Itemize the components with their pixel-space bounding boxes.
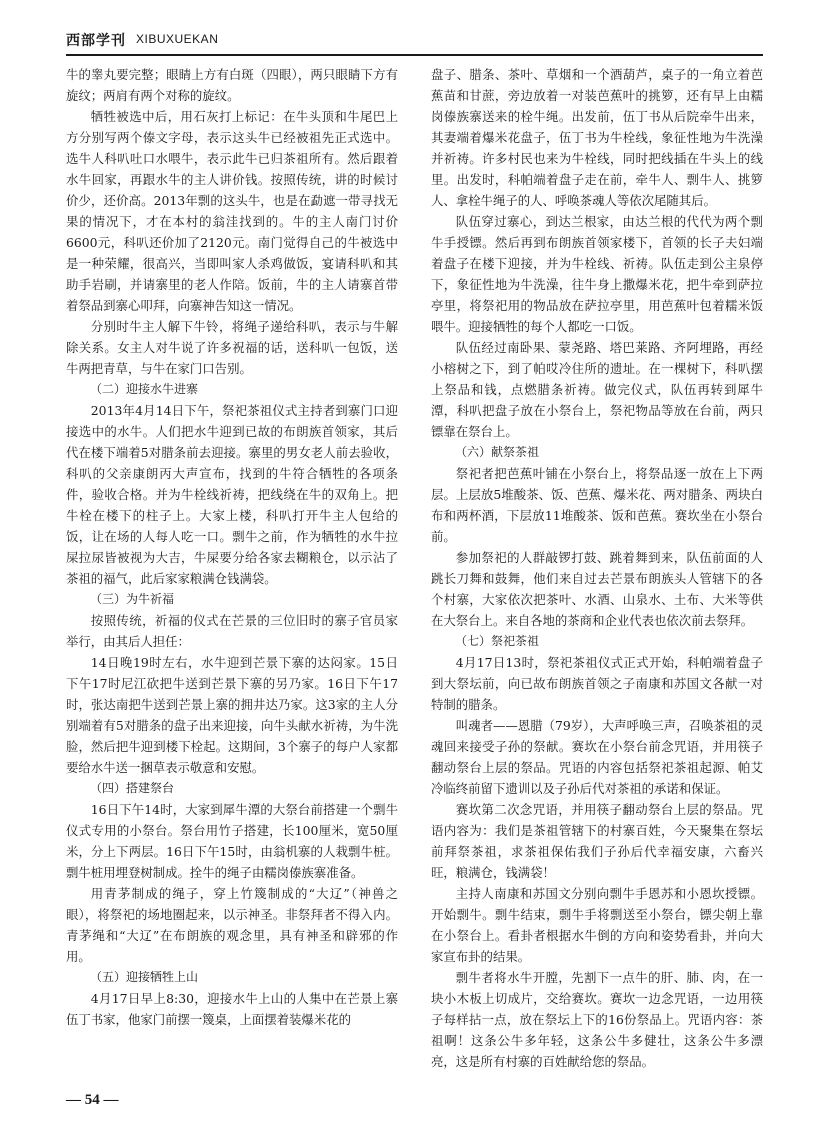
paragraph: 叫魂者——恩腊（79岁），大声呼唤三声，召唤茶祖的灵魂回来接受子孙的祭献。赛坎在小祭台前念咒语，并用筷子翻动祭台上层的祭品。咒语的内容包括祭祀茶祖起源、帕艾冷临终前留下遗训以及子孙后代对茶祖的承诺和保证。 — [431, 718, 763, 796]
paragraph: 2013年4月14日下午，祭祀茶祖仪式主持者到寨门口迎接选中的水牛。人们把水牛迎到已故的布朗族首领家，其后代在楼下端着5对腊条前去迎接。寨里的男女老人前去验收，科叭的父亲康朗丙大声宣布，找到的牛符合牺牲的各项条件，验收合格。并为牛栓线祈祷，把线绕在牛的双角上。把牛栓在楼下的柱子上。大家上楼，科叭打开牛主人包给的饭，让在场的人每人吃一口。剽牛之前，作为牺牲的水牛拉屎拉尿皆被视为大吉，牛屎要分给各家去糊粮仓，以示沾了茶祖的福气，此后家家粮满仓钱满袋。 — [66, 403, 398, 586]
section-heading: （五）迎接牺牲上山 — [90, 970, 199, 984]
section-heading: （四）搭建祭台 — [90, 781, 175, 795]
paragraph: 4月17日早上8:30，迎接水牛上山的人集中在芒景上寨伍丁书家，他家门前摆一篾桌，上面摆着装爆米花的 — [66, 991, 398, 1027]
journal-pinyin: XIBUXUEKAN — [136, 32, 219, 46]
paragraph: 剽牛者将水牛开膛，先割下一点牛的肝、肺、肉，在一块小木板上切成片，交给赛坎。赛坎一边念咒语，一边用筷子每样拈一点，放在祭坛上下的16份祭品上。咒语内容：茶祖啊！这条公牛多年轻，这条公牛多健壮，这条公牛多漂亮，这是所有村寨的百姓献给您的祭品。 — [431, 970, 763, 1069]
page-number: — 54 — — [66, 1092, 119, 1108]
paragraph: 赛坎第二次念咒语，并用筷子翻动祭台上层的祭品。咒语内容为：我们是茶祖管辖下的村寨百姓，今天聚集在祭坛前拜祭茶祖，求茶祖保佑我们子孙后代幸福安康，六畜兴旺，粮满仓，钱满袋！ — [431, 802, 763, 880]
paragraph: 盘子、腊条、茶叶、草烟和一个酒葫芦，桌子的一角立着芭蕉苗和甘蔗，旁边放着一对装芭蕉叶的挑箩，还有早上由糯岗傣族寨送来的栓牛绳。出发前，伍丁书从后院牵牛出来，其妻端着爆米花盘子，伍丁书为牛栓线，象征性地为牛洗澡并祈祷。许多村民也来为牛栓线，同时把线插在牛头上的线里。出发时，科帕端着盘子走在前，牵牛人、剽牛人、挑箩人、拿栓牛绳子的人、呼唤茶魂人等依次尾随其后。 — [431, 67, 763, 208]
paragraph: 队伍经过南卧果、蒙尧路、塔巴莱路、齐阿埋路，再经小榕树之下，到了帕哎冷住所的遗址。在一棵树下，科叭摆上祭品和钱，点燃腊条祈祷。做完仪式，队伍再转到犀牛潭，科叭把盘子放在小祭台上，祭祀物品等放在台前，两只镖靠在祭台上。 — [431, 340, 763, 439]
paragraph: 按照传统，祈福的仪式在芒景的三位旧时的寨子官员家举行，由其后人担任： — [66, 613, 398, 649]
paragraph: 14日晚19时左右，水牛迎到芒景下寨的达闷家。15日下午17时尼江砍把牛送到芒景下寨的另乃家。16日下午17时，张达南把牛送到芒景上寨的拥井达乃家。这3家的主人分别端着有5对腊条的盘子出来迎接，向牛头献水祈祷，为牛洗脸，然后把牛迎到楼下栓起。这期间，3个寨子的每户人家都要给水牛送一捆草表示敬意和安慰。 — [66, 655, 398, 775]
page-header — [66, 20, 763, 56]
journal-name: 西部学刊 — [66, 33, 126, 49]
section-heading: （六）献祭茶祖 — [455, 445, 540, 459]
paragraph: 分别时牛主人解下牛铃，将绳子递给科叭，表示与牛解除关系。女主人对牛说了许多祝福的话，送科叭一包饭，送牛两把青草，与牛在家门口告别。 — [66, 319, 398, 376]
paragraph: 祭祀者把芭蕉叶铺在小祭台上，将祭品逐一放在上下两层。上层放5堆酸茶、饭、芭蕉、爆米花、两对腊条、两块白布和两杯酒，下层放11堆酸茶、饭和芭蕉。赛坎坐在小祭台前。 — [431, 466, 763, 544]
section-heading: （七）祭祀茶祖 — [455, 634, 540, 648]
paragraph: 主持人南康和苏国文分别向剽牛手恩苏和小恩坎授镖。开始剽牛。剽牛结束，剽牛手将剽送至小祭台，镖尖朝上靠在小祭台上。看卦者根据水牛倒的方向和姿势看卦，并向大家宣布卦的结果。 — [431, 886, 763, 964]
section-heading: （三）为牛祈福 — [90, 592, 175, 606]
paragraph: 4月17日13时，祭祀茶祖仪式正式开始，科帕端着盘子到大祭坛前，向已故布朗族首领之子南康和苏国文各献一对特制的腊条。 — [431, 655, 763, 712]
paragraph: 牺牲被选中后，用石灰打上标记：在牛头顶和牛尾巴上方分别写两个傣文字母，表示这头牛已经被祖先正式选中。选牛人科叭吐口水喂牛，表示此牛已归茶祖所有。然后跟着水牛回家，再跟水牛的主人讲价钱。按照传统，讲的时候讨价少，还价高。2013年剽的这头牛，也是在勐遮一带寻找无果的情况下，才在本村的翁洼找到的。牛的主人南门讨价6600元，科叭还价加了2120元。南门觉得自己的牛被选中是一种荣耀，很高兴，当即叫家人杀鸡做饭，宴请科叭和其助手岩刷，并请寨里的老人作陪。饭前，牛的主人请寨首带着祭品到寨心叩拜，向寨神告知这一情况。 — [66, 109, 398, 313]
left-column — [66, 64, 398, 1089]
section-heading: （二）迎接水牛进寨 — [90, 382, 199, 396]
paragraph: 16日下午14时，大家到犀牛潭的大祭台前搭建一个剽牛仪式专用的小祭台。祭台用竹子搭建，长100厘米，宽50厘米，分上下两层。16日下午15时，由翁机寨的人栽剽牛桩。剽牛桩用埋登树制成。拴牛的绳子由糯岗傣族寨准备。 — [66, 802, 398, 880]
paragraph: 用青茅制成的绳子，穿上竹篾制成的“大辽”（神兽之眼），将祭祀的场地圈起来，以示神圣。非祭拜者不得入内。青茅绳和“大辽”在布朗族的观念里，具有神圣和辟邪的作用。 — [66, 886, 398, 964]
paragraph: 牛的睾丸要完整；眼睛上方有白斑（四眼），两只眼睛下方有旋纹；两肩有两个对称的旋纹。 — [66, 67, 398, 103]
right-column — [431, 64, 763, 1089]
paragraph: 队伍穿过寨心，到达兰根家，由达兰根的代代为两个剽牛手授镖。然后再到布朗族首领家楼下，首领的长子夫妇端着盘子在楼下迎接，并为牛栓线、祈祷。队伍走到公主泉停下，象征性地为牛洗澡，往牛身上撒爆米花，把牛牵到萨拉亭里，将祭祀用的物品放在萨拉亭里，用芭蕉叶包着糯米饭喂牛。迎接牺牲的每个人都吃一口饭。 — [431, 214, 763, 334]
paragraph: 参加祭祀的人群敲锣打鼓、跳着舞到来，队伍前面的人跳长刀舞和鼓舞，他们来自过去芒景布朗族头人管辖下的各个村寨，大家依次把茶叶、水酒、山泉水、土布、大米等供在大祭台上。来自各地的茶商和企业代表也依次前去祭拜。 — [431, 550, 763, 628]
